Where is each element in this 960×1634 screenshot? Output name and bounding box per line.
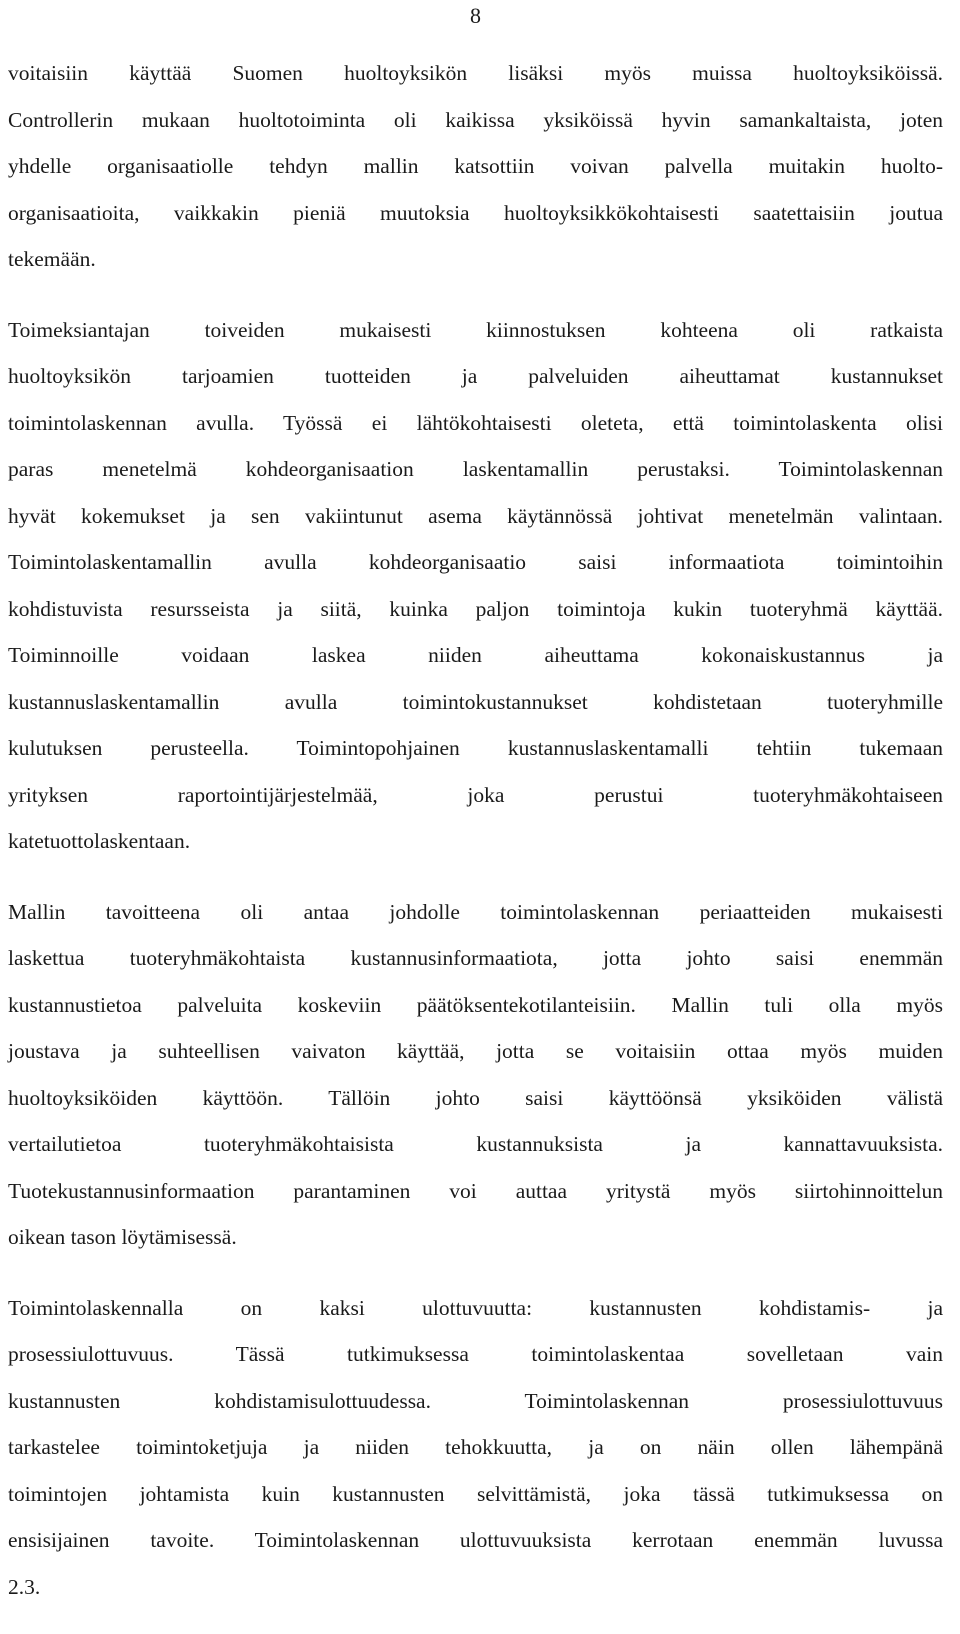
text-line: Toimeksiantajan toiveiden mukaisesti kiinnostuksen kohteena oli ratkaista — [8, 317, 943, 342]
text-line: joustava ja suhteellisen vaivaton käyttää, jotta se voitaisiin ottaa myös muiden — [8, 1039, 943, 1063]
text-line: kustannuslaskentamallin avulla toimintokustannukset kohdistetaan tuoteryhmille — [8, 689, 943, 714]
text-line: kohdistuvista resursseista ja siitä, kuinka paljon toimintoja kukin tuoteryhmä käyttää. — [8, 596, 943, 621]
text-line: 2.3. — [8, 1574, 41, 1599]
text-line: voitaisiin käyttää Suomen huoltoyksikön lisäksi myös muissa huoltoyksiköissä. — [8, 61, 943, 85]
text-line: kustannusten kohdistamisulottuudessa. Toimintolaskennan prosessiulottuvuus — [8, 1388, 943, 1413]
document-body — [8, 50, 943, 1634]
text-line: Controllerin mukaan huoltotoiminta oli kaikissa yksiköissä hyvin samankaltaista, joten — [8, 107, 943, 132]
text-line: Toimintolaskentamallin avulla kohdeorganisaatio saisi informaatiota toimintoihin — [8, 550, 943, 574]
paragraph-4 — [8, 1285, 943, 1611]
text-line: paras menetelmä kohdeorganisaation laskentamallin perustaksi. Toimintolaskennan — [8, 457, 943, 481]
text-line: yrityksen raportointijärjestelmää, joka perustui tuoteryhmäkohtaiseen — [8, 782, 943, 807]
text-line: kustannustietoa palveluita koskeviin päätöksentekotilanteisiin. Mallin tuli olla myös — [8, 992, 943, 1017]
text-line: huoltoyksikön tarjoamien tuotteiden ja palveluiden aiheuttamat kustannukset — [8, 364, 943, 388]
text-line: oikean tason löytämisessä. — [8, 1225, 237, 1249]
text-line: Tuotekustannusinformaation parantaminen voi auttaa yritystä myös siirtohinnoittelun — [8, 1178, 943, 1203]
paragraph-2 — [8, 307, 943, 865]
text-line: prosessiulottuvuus. Tässä tutkimuksessa toimintolaskentaa sovelletaan vain — [8, 1342, 943, 1366]
text-line: katetuottolaskentaan. — [8, 829, 191, 853]
text-line: toimintolaskennan avulla. Työssä ei lähtökohtaisesti oleteta, että toimintolaskenta olisi — [8, 410, 943, 435]
text-line: tarkastelee toimintoketjuja ja niiden tehokkuutta, ja on näin ollen lähempänä — [8, 1435, 943, 1459]
text-line: tekemään. — [8, 247, 96, 271]
text-line: Toimintolaskennalla on kaksi ulottuvuutta: kustannusten kohdistamis- ja — [8, 1295, 943, 1320]
page-number: 8 — [470, 3, 481, 28]
text-line: huoltoyksiköiden käyttöön. Tällöin johto saisi käyttöönsä yksiköiden välistä — [8, 1085, 943, 1110]
text-line: Mallin tavoitteena oli antaa johdolle toimintolaskennan periaatteiden mukaisesti — [8, 899, 943, 924]
text-line: kulutuksen perusteella. Toimintopohjainen kustannuslaskentamalli tehtiin tukemaan — [8, 736, 943, 760]
text-line: vertailutietoa tuoteryhmäkohtaisista kustannuksista ja kannattavuuksista. — [8, 1132, 943, 1156]
text-line: ensisijainen tavoite. Toimintolaskennan ulottuvuuksista kerrotaan enemmän luvussa — [8, 1528, 943, 1552]
paragraph-1 — [8, 50, 943, 283]
paragraph-3 — [8, 889, 943, 1261]
text-line: toimintojen johtamista kuin kustannusten selvittämistä, joka tässä tutkimuksessa on — [8, 1481, 943, 1506]
text-line: organisaatioita, vaikkakin pieniä muutoksia huoltoyksikkökohtaisesti saatettaisiin joutua — [8, 200, 943, 225]
text-line: laskettua tuoteryhmäkohtaista kustannusinformaatiota, jotta johto saisi enemmän — [8, 946, 943, 970]
text-line: Toiminnoille voidaan laskea niiden aiheuttama kokonaiskustannus ja — [8, 643, 943, 667]
text-line: yhdelle organisaatiolle tehdyn mallin katsottiin voivan palvella muitakin huolto- — [8, 154, 943, 178]
text-line: hyvät kokemukset ja sen vakiintunut asema käytännössä johtivat menetelmän valintaan. — [8, 503, 943, 528]
